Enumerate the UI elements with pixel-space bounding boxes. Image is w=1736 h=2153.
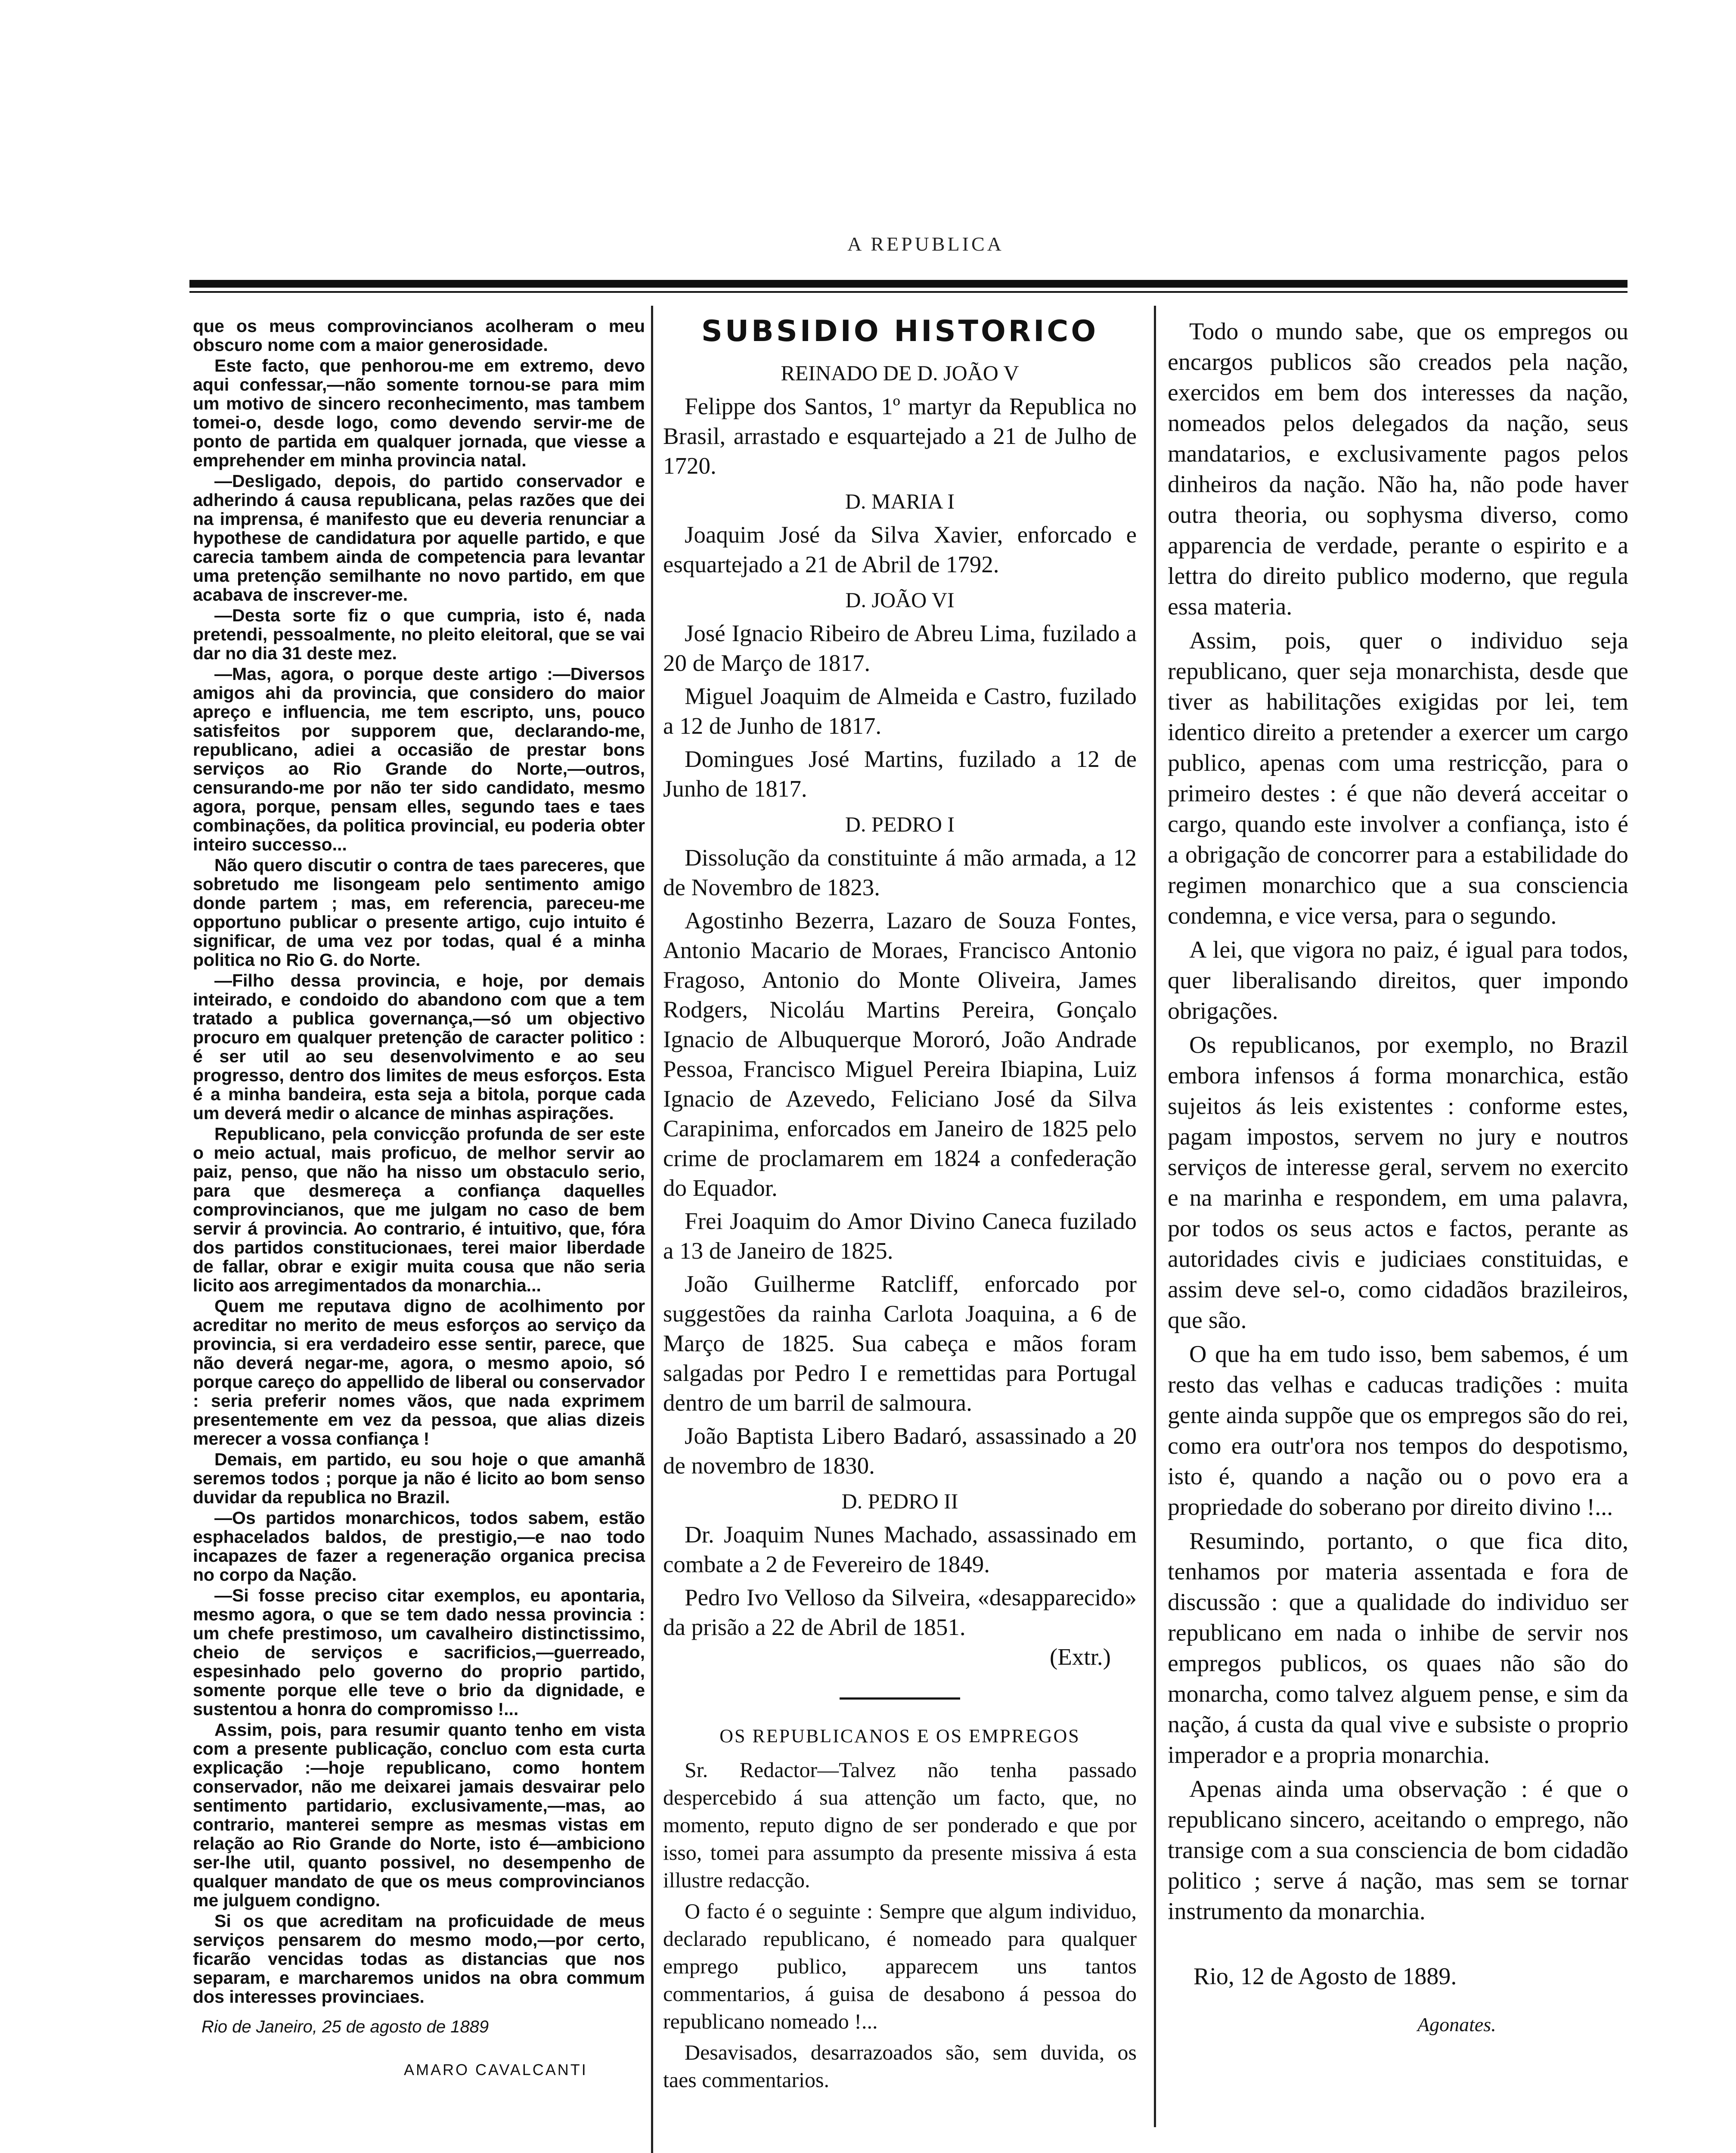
- reign-heading: REINADO DE D. JOÃO V: [781, 361, 1019, 385]
- history-entry: Felippe dos Santos, 1º martyr da Republica no Brasil, arrastado e esquartejado a 21 de Julho de 1720.: [663, 393, 1137, 479]
- article-paragraph: Si os que acreditam na proficuidade de meus serviços pensarem do mesmo modo,—por certo, ficarão vencidas todas as distancias que nos separam, e marcharemos unidos na obra commum dos interesses provinciaes.: [193, 1911, 645, 2007]
- article-paragraph: —Filho dessa provincia, e hoje, por demais inteirado, e condoido do abandono com que a tem tratado a publica governança,—só um objectivo procuro em qualquer pretenção de caracter politico : é ser util ao seu desenvolvimento e ao seu progresso, dentro dos limites de meus esforços. Esta é a minha bandeira, esta seja a bitola, porque cada um deverá medir o alcance de minhas aspirações.: [193, 971, 645, 1123]
- reign-heading: D. PEDRO II: [841, 1489, 958, 1513]
- article-signoff: Rio de Janeiro, 25 de agosto de 1889: [202, 2017, 489, 2036]
- article-paragraph: —Desligado, depois, do partido conservador e adherindo á causa republicana, pelas razões que dei na imprensa, é manifesto que eu deveria renunciar a hypothese de candidatura por aquelle partido, e que carecia tambem ainda de competencia para levantar uma pretenção semilhante no novo partido, em que acabava de inscrever-me.: [193, 471, 645, 605]
- letter-paragraph: Resumindo, portanto, o que fica dito, tenhamos por materia assentada e fora de discussão : que a qualidade do individuo ser republicano em nada o inhibe de servir nos empregos publicos, os quaes não são do monarcha, como talvez alguem pense, e sim da nação, á custa da qual vive e subsiste o proprio imperador e a propria monarchia.: [1168, 1528, 1628, 1768]
- column-divider-right: [1154, 306, 1156, 2127]
- letter-paragraph: Apenas ainda uma observação : é que o republicano sincero, aceitando o emprego, não transige com a sua consciencia de bom cidadão politico ; serve á nação, mas sem se tornar instrumento da monarchia.: [1168, 1776, 1628, 1925]
- history-entry: João Baptista Libero Badaró, assassinado a 20 de novembro de 1830.: [663, 1423, 1137, 1479]
- history-entry: José Ignacio Ribeiro de Abreu Lima, fuzilado a 20 de Março de 1817.: [663, 620, 1137, 676]
- header-rule-thick: [189, 280, 1628, 288]
- reign-heading: D. PEDRO I: [845, 812, 955, 836]
- section-title: SUBSIDIO HISTORICO: [701, 314, 1099, 348]
- history-entry: Miguel Joaquim de Almeida e Castro, fuzilado a 12 de Junho de 1817.: [663, 683, 1137, 739]
- letter-paragraph: O facto é o seguinte : Sempre que algum individuo, declarado republicano, é nomeado para qualquer emprego publico, apparecem uns tantos commentarios, á guisa de desabono á pessoa do republicano nomeado !...: [663, 1899, 1137, 2033]
- subsection-title: OS REPUBLICANOS E OS EMPREGOS: [719, 1725, 1080, 1747]
- history-entry: Dr. Joaquim Nunes Machado, assassinado em combate a 2 de Fevereiro de 1849.: [663, 1521, 1137, 1577]
- history-entry: Dissolução da constituinte á mão armada, a 12 de Novembro de 1823.: [663, 844, 1137, 900]
- reign-heading: D. MARIA I: [845, 489, 955, 513]
- letter-paragraph: Todo o mundo sabe, que os empregos ou encargos publicos são creados pela nação, exercidos em bem dos interesses da nação, nomeados pelos delegados da nação, seus mandatarios, e exclusivamente pagos pelos dinheiros da nação. Não ha, não pode haver outra theoria, ou sophysma diverso, como apparencia de verdade, perante o espirito e a lettra do direito publico moderno, que regula essa materia.: [1168, 318, 1628, 620]
- letter-place-date: Rio, 12 de Agosto de 1889.: [1194, 1963, 1457, 1990]
- article-paragraph: —Mas, agora, o porque deste artigo :—Diversos amigos ahi da provincia, que considero do maior apreço e influencia, me tem escripto, uns, pouco satisfeitos por supporem que, declarando-me, republicano, adiei a occasião de prestar bons serviços ao Rio Grande do Norte,—outros, censurando-me por não ter sido candidato, mesmo agora, porque, pensam elles, segundo taes e taes combinações, da politica provincial, eu poderia obter inteiro successo...: [193, 664, 645, 854]
- article-author: AMARO CAVALCANTI: [404, 2061, 588, 2079]
- reign-heading: D. JOÃO VI: [845, 588, 955, 612]
- history-entry: Pedro Ivo Velloso da Silveira, «desapparecido» da prisão a 22 de Abril de 1851.: [663, 1584, 1137, 1640]
- header-rule-thin: [189, 291, 1628, 293]
- letter-paragraph: Assim, pois, quer o individuo seja republicano, quer seja monarchista, desde que tiver as habilitações exigidas por lei, tem identico direito a pretender a exercer um cargo publico, apenas com uma restricção, para o primeiro destes : é que não deverá acceitar o cargo, quando este involver a confiança, isto é a obrigação de concorrer para a estabilidade do regimen monarchico que a sua consciencia condemna, e vice versa, para o segundo.: [1168, 627, 1628, 929]
- article-paragraph: Este facto, que penhorou-me em extremo, devo aqui confessar,—não somente tornou-se para mim um motivo de sincero reconhecimento, mas tambem tomei-o, desde logo, como devendo servir-me de ponto de partida em qualquer jornada, que viesse a emprehender em minha provincia natal.: [193, 356, 645, 470]
- letter-paragraph: Sr. Redactor—Talvez não tenha passado despercebido á sua attenção um facto, que, no momento, reputo digno de ser ponderado e que por isso, tomei para assumpto da presente missiva á esta illustre redacção.: [663, 1758, 1137, 1892]
- article-paragraph: —Si fosse preciso citar exemplos, eu apontaria, mesmo agora, o que se tem dado nessa provincia : um chefe prestimoso, um cavalheiro distinctissimo, cheio de serviços e sacrificios,—guerreado, espesinhado pelo governo do proprio partido, somente porque elle teve o brio da dignidade, e sustentou a honra do compromisso !...: [193, 1585, 645, 1719]
- article-amaro-cavalcanti: [193, 316, 645, 2079]
- article-paragraph: Quem me reputava digno de acolhimento por acreditar no merito de meus esforços ao serviço da provincia, si era verdadeiro esse sentir, parece, que não deverá negar-me, agora, o mesmo apoio, só porque careço do appellido de liberal ou conservador : seria preferir nomes vãos, que nada exprimem presentemente em vez da pessoa, que alias dizeis merecer a vossa confiança !: [193, 1296, 645, 1449]
- article-paragraph: Não quero discutir o contra de taes pareceres, que sobretudo me lisongeam pelo sentimento amigo donde partem ; mas, em referencia, pareceu-me opportuno publicar o presente artigo, cujo intuito é significar, de uma vez por todas, qual é a minha politica no Rio G. do Norte.: [193, 855, 645, 970]
- letter-paragraph: Os republicanos, por exemplo, no Brazil embora infensos á forma monarchica, estão sujeitos ás leis existentes : conforme estes, pagam impostos, servem no jury e noutros serviços de interesse geral, servem no exercito e na marinha e respondem, em uma palavra, por todos os seus actos e factos, perante as autoridades civis e judiciaes constituidas, e assim deve sel-o, como cidadãos brazileiros, que são.: [1168, 1032, 1628, 1334]
- article-paragraph: que os meus comprovincianos acolheram o meu obscuro nome com a maior generosidade.: [193, 316, 645, 355]
- page-header: [189, 233, 1628, 255]
- history-entry: Frei Joaquim do Amor Divino Caneca fuzilado a 13 de Janeiro de 1825.: [663, 1208, 1137, 1264]
- history-entry: João Guilherme Ratcliff, enforcado por suggestões da rainha Carlota Joaquina, a 6 de Março de 1825. Sua cabeça e mãos foram salgadas por Pedro I e remettidas para Portugal dentro de um barril de salmoura.: [663, 1271, 1137, 1416]
- article-paragraph: —Desta sorte fiz o que cumpria, isto é, nada pretendi, pessoalmente, no pleito eleitoral, que se vai dar no dia 31 deste mez.: [193, 605, 645, 663]
- section-separator: [840, 1697, 960, 1700]
- column-divider-left: [651, 306, 653, 2153]
- history-entry: Joaquim José da Silva Xavier, enforcado e esquartejado a 21 de Abril de 1792.: [663, 521, 1137, 577]
- history-entry: Domingues José Martins, fuzilado a 12 de Junho de 1817.: [663, 746, 1137, 802]
- newspaper-title: A REPUBLICA: [847, 233, 1004, 255]
- letter-author: Agonates.: [1417, 2013, 1496, 2035]
- history-entry: Agostinho Bezerra, Lazaro de Souza Fontes, Antonio Macario de Moraes, Francisco Antonio Fragoso, Antonio do Monte Oliveira, James Rodgers, Nicoláu Martins Pereira, Gonçalo Ignacio de Albuquerque Mororó, João Andrade Pessoa, Francisco Miguel Pereira Ibiapina, Luiz Ignacio de Azevedo, Feliciano José da Silva Carapinima, enforcados em Janeiro de 1825 pelo crime de proclamarem em 1824 a confederação do Equador.: [663, 907, 1137, 1201]
- letter-paragraph: Desavisados, desarrazoados são, sem duvida, os taes commentarios.: [663, 2040, 1137, 2092]
- article-paragraph: Republicano, pela convicção profunda de ser este o meio actual, mais proficuo, de melhor servir ao paiz, penso, que não ha nisso um obstaculo serio, para que desmereça a confiança daquelles comprovincianos, que me julgam no caso de bem servir á provincia. Ao contrario, é intuitivo, que, fóra dos partidos constitucionaes, terei maior liberdade de fallar, obrar e exigir muita cousa que não seria licito aos arregimentados da monarchia...: [193, 1124, 645, 1295]
- letter-continuation: [1168, 316, 1628, 2040]
- article-paragraph: Demais, em partido, eu sou hoje o que amanhã seremos todos ; porque ja não é licito ao bom senso duvidar da republica no Brazil.: [193, 1449, 645, 1507]
- letter-paragraph: O que ha em tudo isso, bem sabemos, é um resto das velhas e caducas tradições : muita gente ainda suppõe que os empregos são do rei, como era outr'ora nos tempos do despotismo, isto é, quando a nação ou o povo era a propriedade do soberano por direito divino !...: [1168, 1341, 1628, 1520]
- extract-source: (Extr.): [1049, 1644, 1111, 1670]
- letter-paragraph: A lei, que vigora no paiz, é igual para todos, quer liberalisando direitos, quer impondo obrigações.: [1168, 937, 1628, 1024]
- article-paragraph: Assim, pois, para resumir quanto tenho em vista com a presente publicação, concluo com esta curta explicação :—hoje republicano, como hontem conservador, não me deixarei jamais desvairar pelo sentimento partidario, exclusivamente,—mas, ao contrario, manterei sempre as mesmas vistas em relação ao Rio Grande do Norte, isto é—ambiciono ser-lhe util, quanto possivel, no desempenho de qualquer mandato de que os meus comprovincianos me julguem condigno.: [193, 1720, 645, 1910]
- article-paragraph: —Os partidos monarchicos, todos sabem, estão esphacelados baldos, de prestigio,—e nao todo incapazes de fazer a regeneração organica precisa no corpo da Nação.: [193, 1508, 645, 1585]
- subsidio-historico-section: [663, 316, 1137, 2097]
